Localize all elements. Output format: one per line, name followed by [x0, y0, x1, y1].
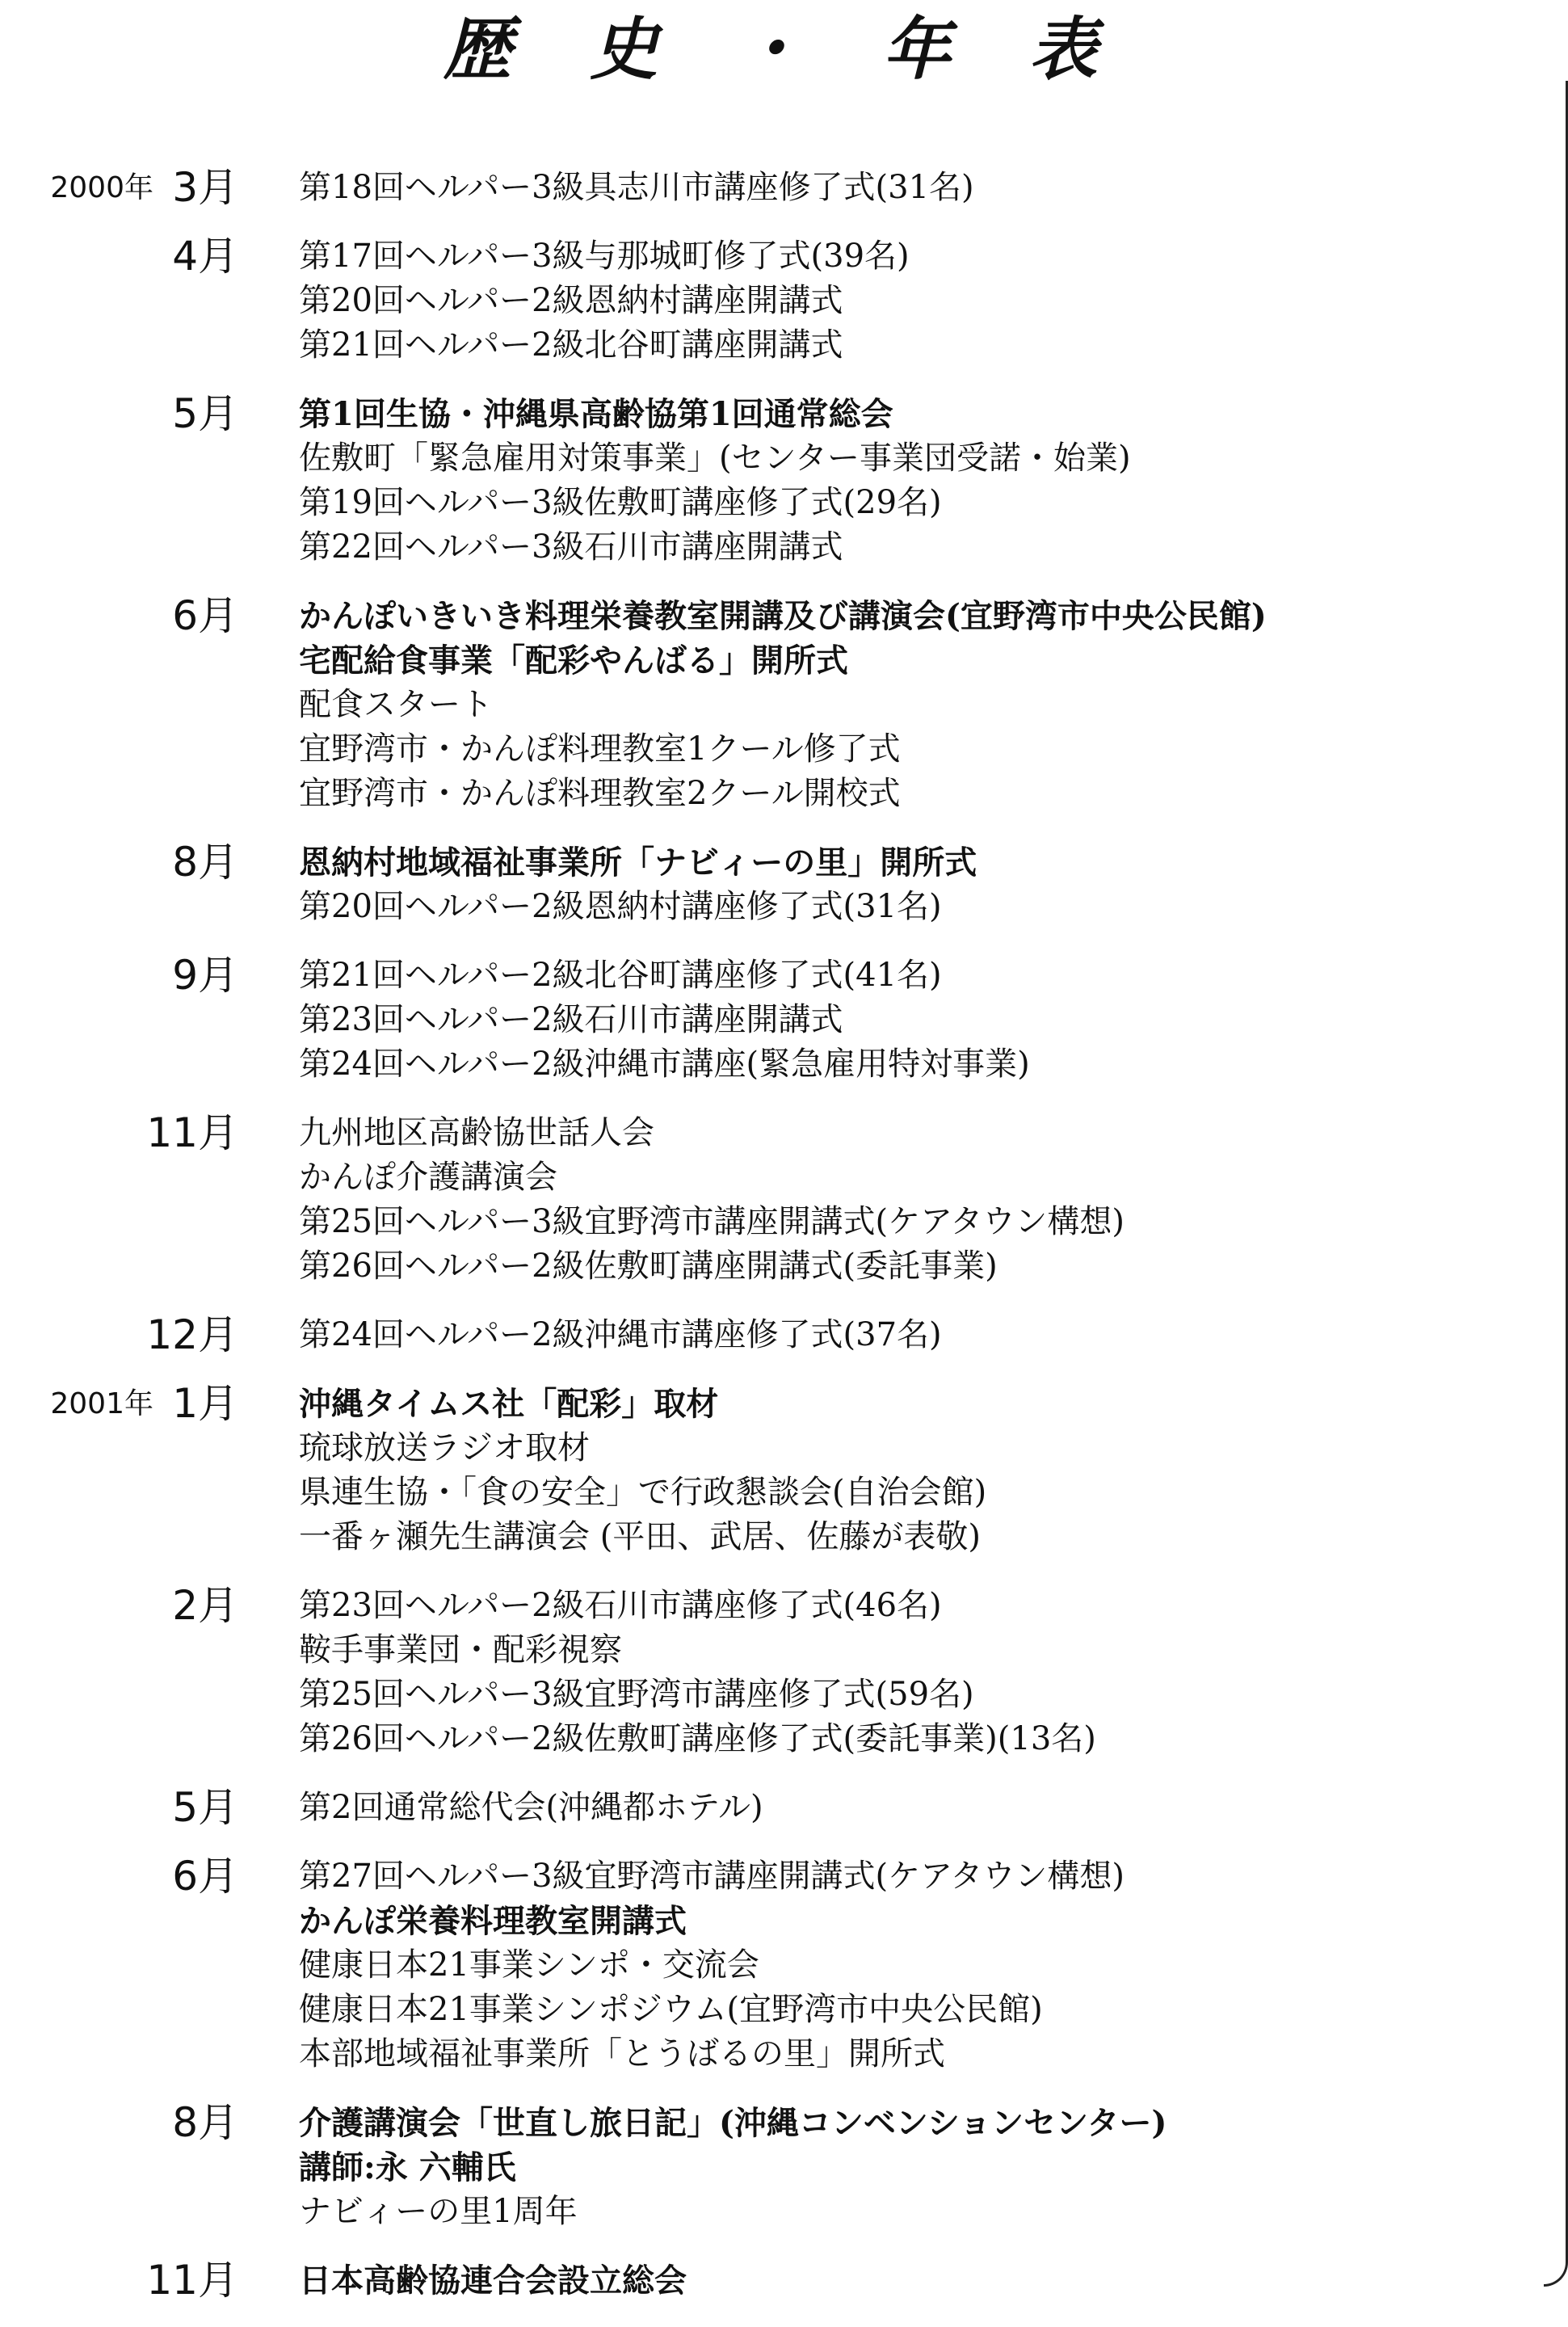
- event-item: 第27回ヘルパー3級宜野湾市講座開講式(ケアタウン構想): [299, 1858, 1125, 1895]
- event-list: [299, 1584, 1535, 1761]
- event-item: 九州地区高齢協世話人会: [299, 1114, 654, 1151]
- event-item: 第2回通常総代会(沖縄都ホテル): [299, 1789, 763, 1826]
- event-list: [299, 392, 1535, 570]
- timeline-entry: [0, 234, 1535, 368]
- timeline-entry: [0, 2101, 1535, 2234]
- event-item: 第21回ヘルパー2級北谷町講座修了式(41名): [299, 957, 942, 994]
- month-label: 12月: [146, 1311, 238, 1358]
- event-item: 第25回ヘルパー3級宜野湾市講座修了式(59名): [299, 1676, 974, 1713]
- event-list: [299, 1111, 1535, 1289]
- month-label: 8月: [172, 839, 238, 886]
- event-item: 第19回ヘルパー3級佐敷町講座修了式(29名): [299, 484, 942, 521]
- event-item: 恩納村地域福祉事業所「ナビィーの里」開所式: [299, 844, 977, 882]
- month-label: 11月: [146, 1109, 238, 1156]
- event-item: 第23回ヘルパー2級石川市講座開講式: [299, 1001, 843, 1038]
- month-label: 6月: [172, 592, 238, 639]
- event-item: 県連生協・「食の安全」で行政懇談会(自治会館): [299, 1474, 987, 1511]
- event-item: 第1回生協・沖縄県高齢協第1回通常総会: [299, 395, 893, 433]
- event-list: [299, 1313, 1535, 1357]
- timeline-entry: [0, 392, 1535, 570]
- event-list: [299, 594, 1535, 816]
- timeline-entry: [0, 594, 1535, 816]
- event-item: 第17回ヘルパー3級与那城町修了式(39名): [299, 238, 910, 275]
- timeline: [0, 166, 1535, 2327]
- event-item: かんぽ栄養料理教室開講式: [299, 1902, 687, 1940]
- event-item: 第24回ヘルパー2級沖縄市講座修了式(37名): [299, 1316, 942, 1353]
- event-list: [299, 2258, 1535, 2303]
- month-label: 5月: [172, 1784, 238, 1831]
- event-item: 第26回ヘルパー2級佐敷町講座修了式(委託事業)(13名): [299, 1720, 1096, 1757]
- event-list: [299, 1786, 1535, 1830]
- month-label: 6月: [172, 1853, 238, 1900]
- month-label: 5月: [172, 390, 238, 437]
- event-item: 宜野湾市・かんぽ料理教室2クール開校式: [299, 775, 901, 812]
- timeline-entry: [0, 953, 1535, 1087]
- timeline-entry: [0, 840, 1535, 929]
- event-item: 第20回ヘルパー2級恩納村講座修了式(31名): [299, 888, 942, 925]
- event-list: [299, 2101, 1535, 2234]
- month-label: 2月: [172, 1582, 238, 1629]
- event-item: 日本高齢協連合会設立総会: [299, 2262, 687, 2300]
- event-item: 本部地域福祉事業所「とうばるの里」開所式: [299, 2035, 945, 2072]
- event-item: 一番ヶ瀬先生講演会 (平田、武居、佐藤が表敬): [299, 1518, 981, 1555]
- timeline-entry: [0, 1111, 1535, 1289]
- timeline-entry: [0, 1382, 1535, 1559]
- page-border: [1544, 81, 1568, 2287]
- month-label: 1月: [172, 1380, 238, 1427]
- event-item: 第25回ヘルパー3級宜野湾市講座開講式(ケアタウン構想): [299, 1203, 1125, 1240]
- timeline-entry: [0, 166, 1535, 210]
- event-item: 健康日本21事業シンポ・交流会: [299, 1946, 759, 1984]
- event-list: [299, 953, 1535, 1087]
- timeline-entry: [0, 1854, 1535, 2077]
- event-item: 第23回ヘルパー2級石川市講座修了式(46名): [299, 1587, 942, 1624]
- timeline-entry: [0, 1313, 1535, 1357]
- event-item: 健康日本21事業シンポジウム(宜野湾市中央公民館): [299, 1991, 1043, 2028]
- event-item: 佐敷町「緊急雇用対策事業」(センター事業団受諾・始業): [299, 440, 1131, 477]
- event-item: 宜野湾市・かんぽ料理教室1クール修了式: [299, 730, 901, 768]
- month-label: 3月: [172, 164, 238, 211]
- event-item: 沖縄タイムス社「配彩」取材: [299, 1385, 719, 1423]
- event-item: 介護講演会「世直し旅日記」(沖縄コンベンションセンター): [299, 2104, 1167, 2142]
- timeline-entry: [0, 1584, 1535, 1761]
- event-item: 第18回ヘルパー3級具志川市講座修了式(31名): [299, 169, 974, 206]
- event-item: 第24回ヘルパー2級沖縄市講座(緊急雇用特対事業): [299, 1046, 1030, 1083]
- event-item: 第26回ヘルパー2級佐敷町講座開講式(委託事業): [299, 1248, 998, 1285]
- event-item: 講師:永 六輔氏: [299, 2148, 516, 2186]
- month-label: 8月: [172, 2099, 238, 2146]
- event-item: 鞍手事業団・配彩視察: [299, 1631, 622, 1668]
- event-item: 琉球放送ラジオ取材: [299, 1429, 590, 1466]
- event-list: [299, 1854, 1535, 2077]
- event-item: 配食スタート: [299, 686, 493, 723]
- event-item: 第21回ヘルパー2級北谷町講座開講式: [299, 326, 843, 364]
- event-item: ナビィーの里1周年: [299, 2193, 578, 2230]
- event-list: [299, 840, 1535, 929]
- event-item: かんぽ介護講演会: [299, 1159, 557, 1196]
- month-label: 11月: [146, 2257, 238, 2304]
- event-list: [299, 234, 1535, 368]
- event-item: 第20回ヘルパー2級恩納村講座開講式: [299, 282, 843, 319]
- event-list: [299, 166, 1535, 210]
- year-label: 2000年: [50, 171, 153, 204]
- page-title: 歴 史 ・ 年 表: [443, 9, 1125, 89]
- timeline-entry: [0, 2258, 1535, 2303]
- event-item: 第22回ヘルパー3級石川市講座開講式: [299, 528, 843, 566]
- year-label: 2001年: [50, 1387, 153, 1420]
- event-list: [299, 1382, 1535, 1559]
- month-label: 4月: [172, 233, 238, 280]
- timeline-entry: [0, 1786, 1535, 1830]
- event-item: 宅配給食事業「配彩やんばる」開所式: [299, 642, 848, 680]
- event-item: かんぽいきいき料理栄養教室開講及び講演会(宜野湾市中央公民館): [299, 597, 1267, 635]
- month-label: 9月: [172, 952, 238, 999]
